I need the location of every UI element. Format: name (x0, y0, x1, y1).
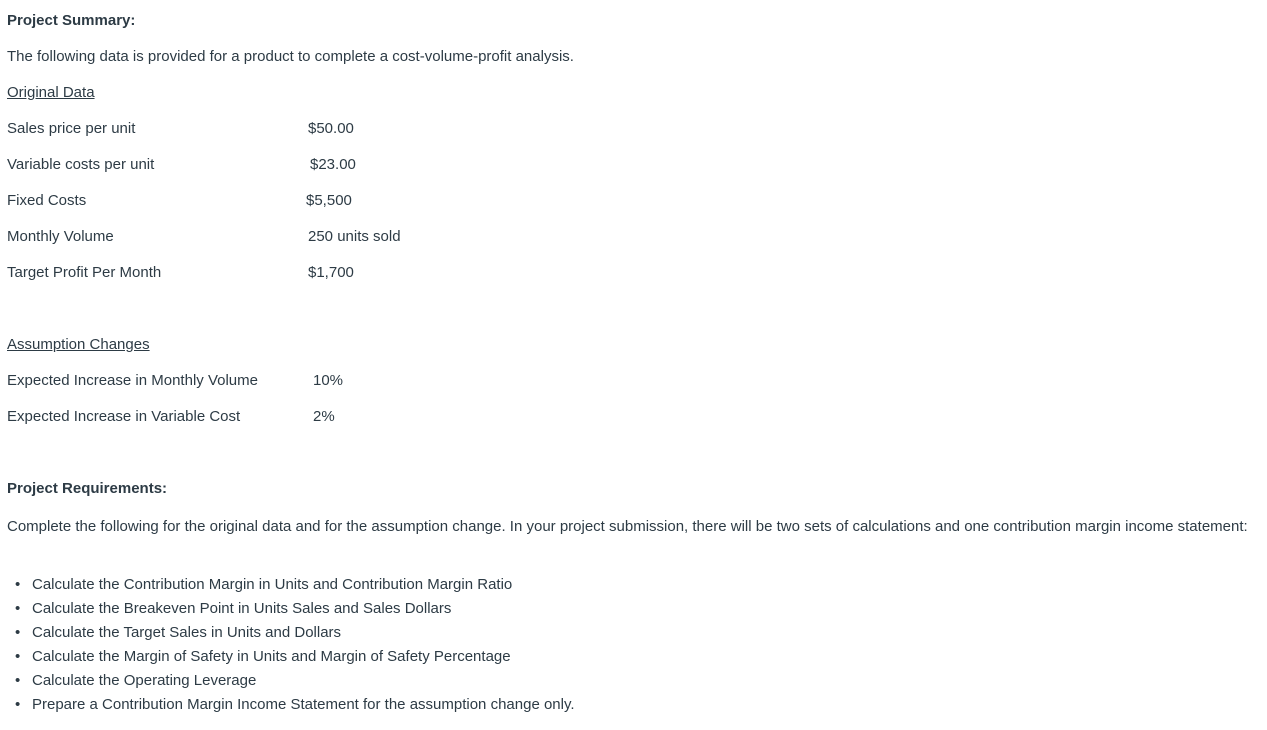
row-value: 250 units sold (308, 228, 401, 245)
list-item-text: Prepare a Contribution Margin Income Statement for the assumption change only. (32, 696, 575, 713)
list-item (15, 693, 575, 717)
bullet-icon: • (15, 696, 21, 713)
project-summary-heading: Project Summary: (7, 12, 136, 29)
row-label: Expected Increase in Variable Cost (7, 408, 241, 425)
bullet-icon: • (15, 672, 21, 689)
requirements-list (7, 573, 575, 717)
original-data-heading: Original Data (7, 84, 95, 101)
row-label: Variable costs per unit (7, 156, 155, 173)
bullet-icon: • (15, 600, 21, 617)
list-item-text: Calculate the Margin of Safety in Units and Margin of Safety Percentage (32, 648, 511, 665)
assumption-changes-heading: Assumption Changes (7, 336, 150, 353)
project-summary-intro: The following data is provided for a product to complete a cost-volume-profit analysis. (7, 48, 574, 65)
list-item-text: Calculate the Target Sales in Units and Dollars (32, 624, 342, 641)
bullet-icon: • (15, 624, 21, 641)
row-label: Sales price per unit (7, 120, 136, 137)
list-item (15, 645, 575, 669)
project-requirements-heading: Project Requirements: (7, 480, 168, 497)
list-item-text: Calculate the Operating Leverage (32, 672, 257, 689)
row-label: Fixed Costs (7, 192, 87, 209)
list-item (15, 573, 575, 597)
row-value: 2% (313, 408, 335, 425)
list-item-text: Calculate the Contribution Margin in Units and Contribution Margin Ratio (32, 576, 513, 593)
bullet-icon: • (15, 576, 21, 593)
row-value: $50.00 (308, 120, 354, 137)
bullet-icon: • (15, 648, 21, 665)
list-item (15, 621, 575, 645)
row-value: $5,500 (306, 192, 352, 209)
row-label: Monthly Volume (7, 228, 114, 245)
list-item (15, 669, 575, 693)
project-requirements-paragraph: Complete the following for the original data and for the assumption change. In your project submission, there will be two sets of calculations and one contribution margin income statement: (7, 518, 1248, 535)
row-value: 10% (313, 372, 344, 389)
row-value: $23.00 (310, 156, 356, 173)
row-label: Target Profit Per Month (7, 264, 162, 281)
list-item (15, 597, 575, 621)
row-value: $1,700 (308, 264, 354, 281)
row-label: Expected Increase in Monthly Volume (7, 372, 258, 389)
list-item-text: Calculate the Breakeven Point in Units Sales and Sales Dollars (32, 600, 452, 617)
